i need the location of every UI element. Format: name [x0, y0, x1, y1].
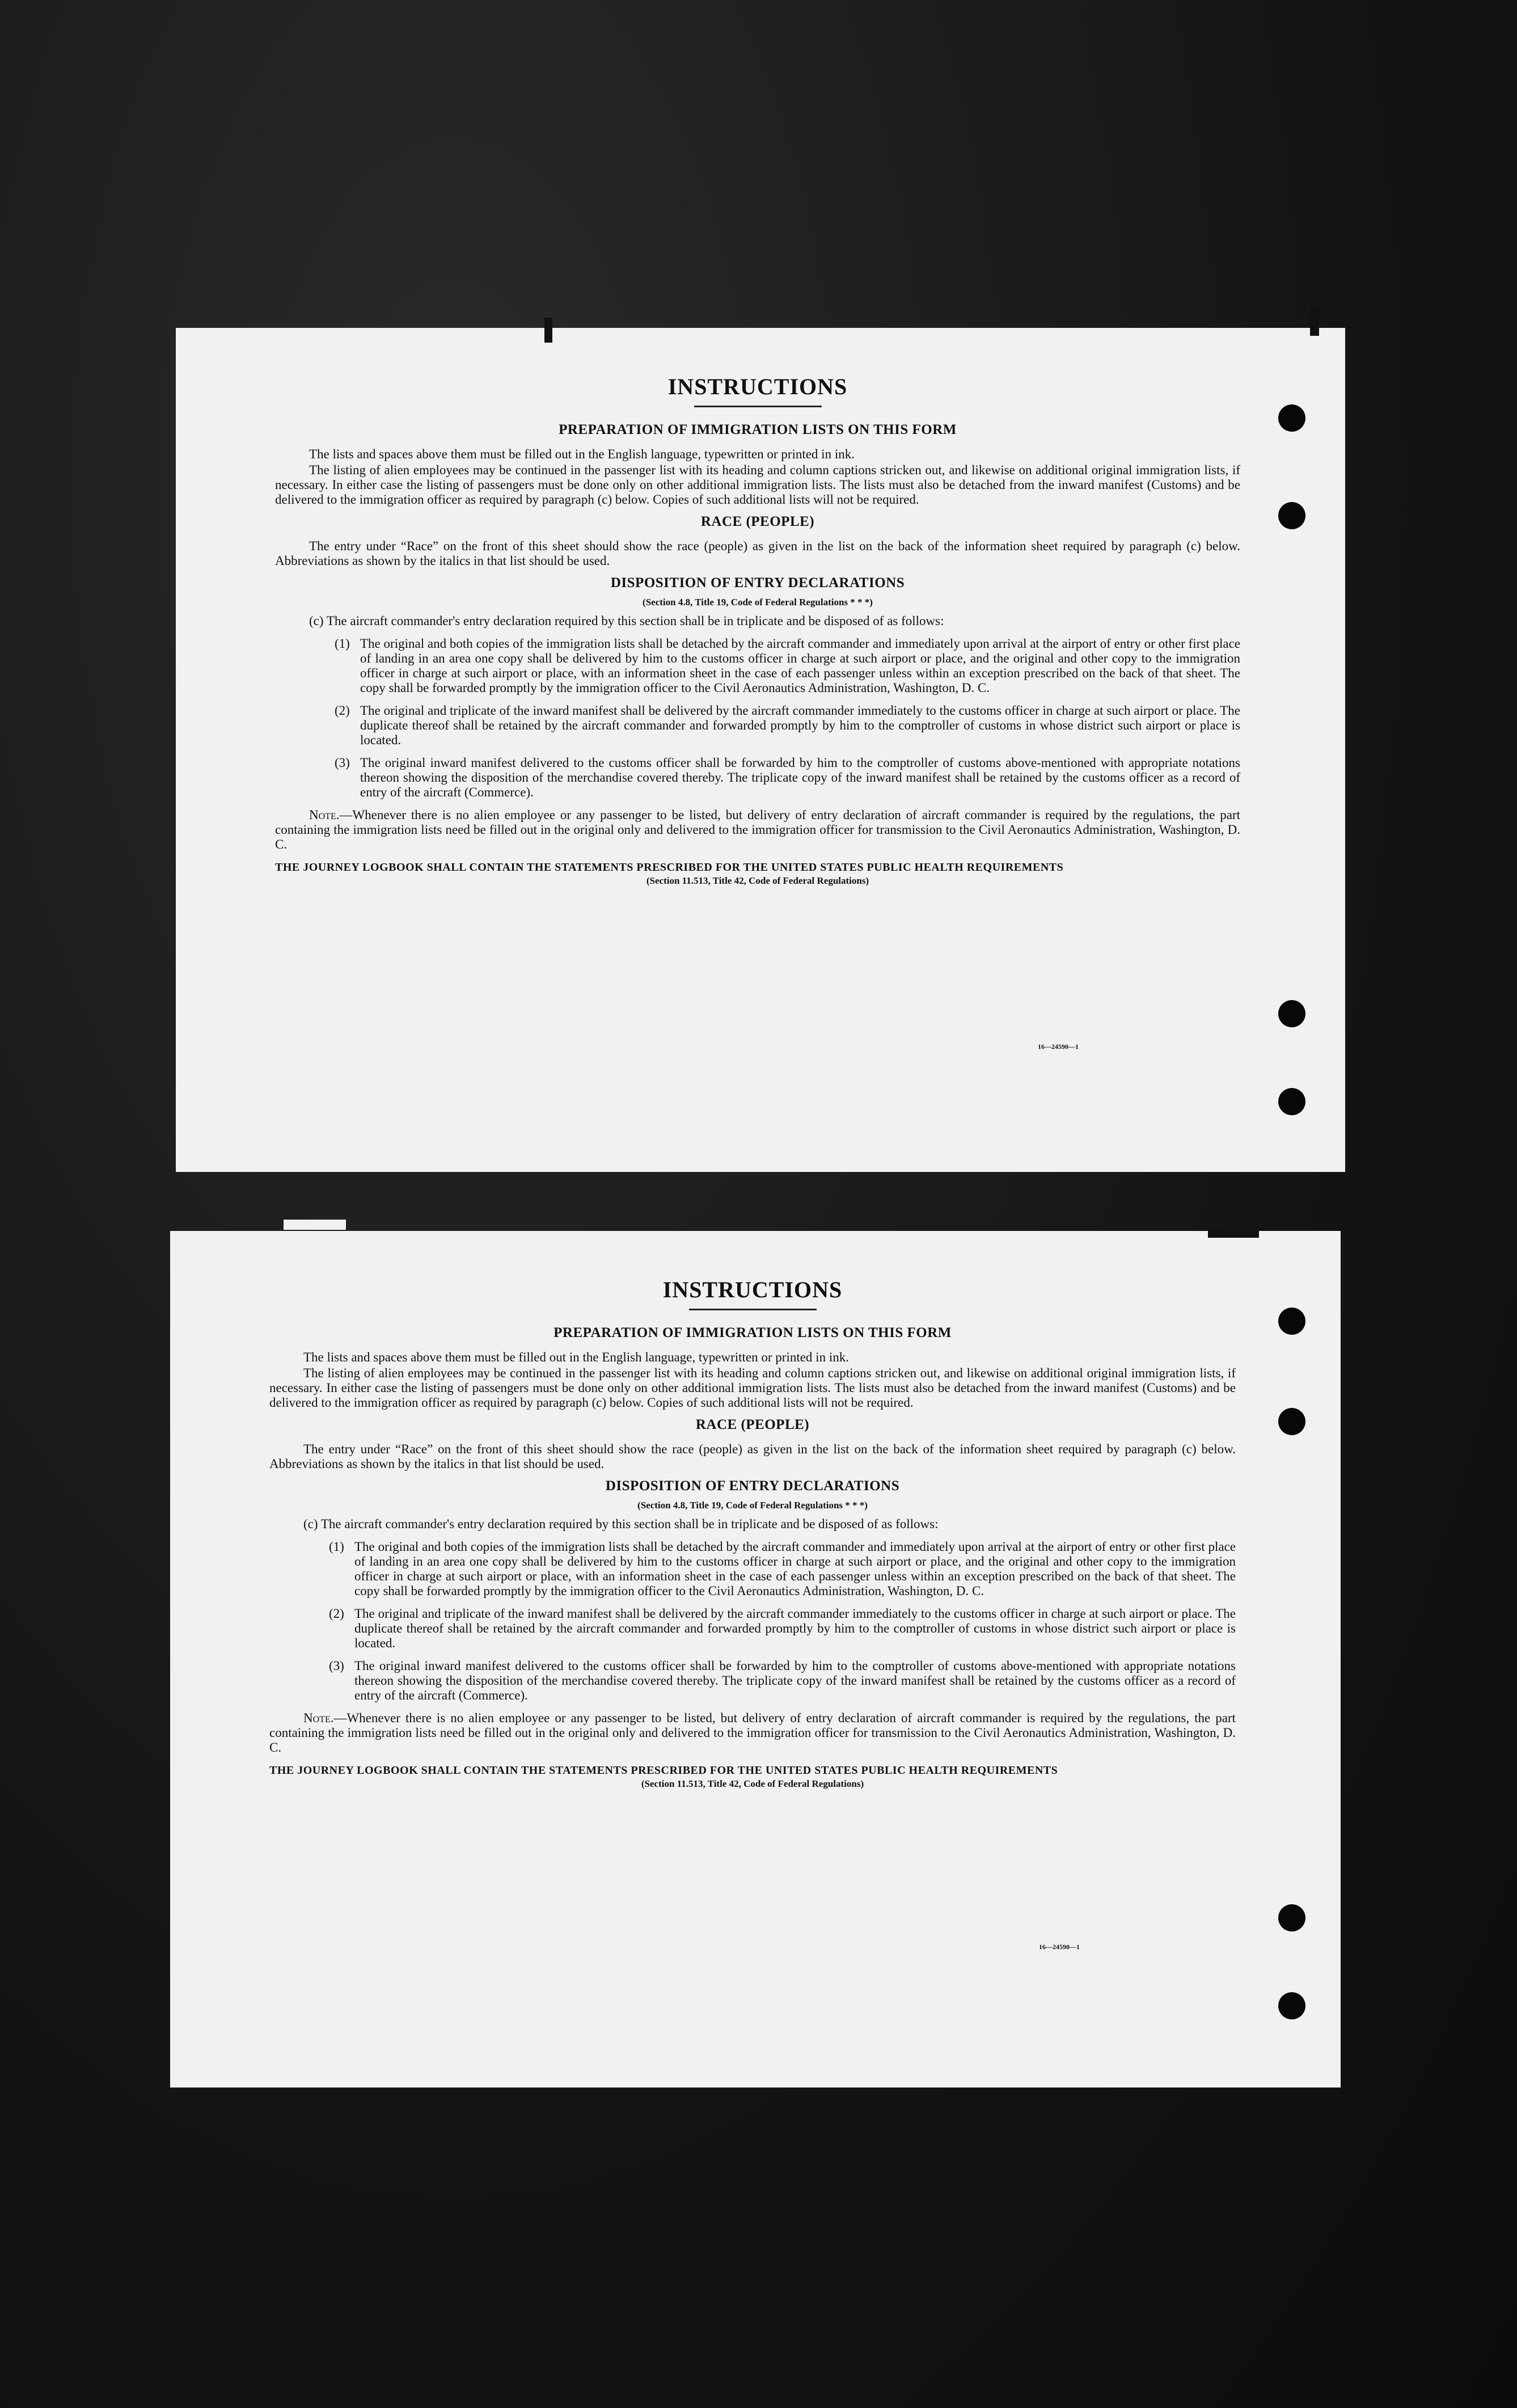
journey-logbook-citation: (Section 11.513, Title 42, Code of Federal Regulations)	[641, 1778, 864, 1789]
list-item-text: The original and both copies of the immigration lists shall be detached by the aircraft commander and immediately upon arrival at the airport of entry or other first place of landing in an area one copy shall be delivered by him to the customs officer in charge at such airport or place, and the original and other copy to the immigration officer in charge at such airport or place, with an information sheet in the case of each passenger unless within an exception prescribed on the back of that sheet. The copy shall be forwarded promptly by the immigration officer to the Civil Aeronautics Administration, Washington, D. C.	[360, 636, 1240, 695]
scan-speck	[1310, 306, 1319, 336]
paragraph-c: (c) The aircraft commander's entry declaration required by this section shall be in triplicate and be disposed of as follows:	[309, 614, 944, 628]
journey-logbook-citation: (Section 11.513, Title 42, Code of Federal Regulations)	[646, 875, 869, 886]
list-item-number: (1)	[329, 1540, 344, 1554]
form-number: 16—24590—1	[1039, 1943, 1080, 1951]
list-item-number: (3)	[335, 756, 350, 770]
title-underline	[694, 406, 822, 407]
note-text: —Whenever there is no alien employee or any passenger to be listed, but delivery of entry declaration of aircraft commander is required by the regulations, the part containing the immigration lists need be filled out in the original only and delivered to the immigration officer for transmission to the Civil Aeronautics Administration, Washington, D. C.	[275, 808, 1240, 851]
list-item-3	[275, 756, 1240, 800]
heading-race: RACE (PEOPLE)	[695, 1417, 810, 1432]
note-text: —Whenever there is no alien employee or any passenger to be listed, but delivery of entry declaration of aircraft commander is required by the regulations, the part containing the immigration lists need be filled out in the original only and delivered to the immigration officer for transmission to the Civil Aeronautics Administration, Washington, D. C.	[269, 1711, 1236, 1755]
note-label: Note.	[303, 1711, 334, 1725]
heading-preparation: PREPARATION OF IMMIGRATION LISTS ON THIS FORM	[553, 1325, 952, 1340]
sheet-title: INSTRUCTIONS	[667, 374, 848, 399]
list-item-text: The original inward manifest delivered to the customs officer shall be forwarded by him to the comptroller of customs above-mentioned with appropriate notations thereon showing the disposition of the merchandise covered thereby. The triplicate copy of the inward manifest shall be retained by the customs officer as a record of entry of the aircraft (Commerce).	[360, 756, 1240, 799]
list-item-2	[275, 703, 1240, 748]
list-item-2	[269, 1606, 1236, 1651]
list-item-text: The original and triplicate of the inward manifest shall be delivered by the aircraft commander immediately to the customs officer in charge at such airport or place. The duplicate thereof shall be retained by the aircraft commander and forwarded promptly by him to the comptroller of customs in whose district such airport or place is located.	[354, 1606, 1236, 1650]
punch-hole-icon	[1278, 1992, 1305, 2019]
heading-disposition: DISPOSITION OF ENTRY DECLARATIONS	[605, 1478, 900, 1494]
paragraph-language: The lists and spaces above them must be filled out in the English language, typewritten or printed in ink.	[303, 1350, 849, 1364]
citation-disposition: (Section 4.8, Title 19, Code of Federal Regulations * * *)	[643, 597, 873, 608]
list-item-1	[269, 1540, 1236, 1599]
list-item-text: The original inward manifest delivered to the customs officer shall be forwarded by him to the comptroller of customs above-mentioned with appropriate notations thereon showing the disposition of the merchandise covered thereby. The triplicate copy of the inward manifest shall be retained by the customs officer as a record of entry of the aircraft (Commerce).	[354, 1659, 1236, 1702]
form-number: 16—24590—1	[1038, 1043, 1079, 1051]
instruction-sheet-2	[170, 1231, 1341, 2088]
punch-hole-icon	[1278, 1088, 1305, 1115]
scan-speck	[1208, 1231, 1259, 1238]
sheet-content	[269, 1276, 1236, 1790]
punch-hole-icon	[1278, 1408, 1305, 1435]
paragraph-language: The lists and spaces above them must be filled out in the English language, typewritten or printed in ink.	[309, 447, 855, 461]
paragraph-c: (c) The aircraft commander's entry declaration required by this section shall be in triplicate and be disposed of as follows:	[303, 1517, 939, 1531]
list-item-number: (2)	[329, 1606, 344, 1621]
citation-disposition: (Section 4.8, Title 19, Code of Federal Regulations * * *)	[637, 1500, 868, 1511]
heading-preparation: PREPARATION OF IMMIGRATION LISTS ON THIS FORM	[559, 422, 957, 437]
list-item-text: The original and both copies of the immigration lists shall be detached by the aircraft commander and immediately upon arrival at the airport of entry or other first place of landing in an area one copy shall be delivered by him to the customs officer in charge at such airport or place, and the original and other copy to the immigration officer in charge at such airport or place, with an information sheet in the case of each passenger unless within an exception prescribed on the back of that sheet. The copy shall be forwarded promptly by the immigration officer to the Civil Aeronautics Administration, Washington, D. C.	[354, 1540, 1236, 1598]
list-item-number: (2)	[335, 703, 350, 718]
sheet-content	[275, 373, 1240, 887]
paragraph-alien-employees: The listing of alien employees may be continued in the passenger list with its heading and column captions stricken out, and likewise on additional original immigration lists, if necessary. In either case the listing of passengers must be done only on other additional immigration lists. The lists must also be detached from the inward manifest (Customs) and be delivered to the immigration officer as required by paragraph (c) below. Copies of such additional lists will not be required.	[269, 1366, 1236, 1410]
list-item-text: The original and triplicate of the inward manifest shall be delivered by the aircraft commander immediately to the customs officer in charge at such airport or place. The duplicate thereof shall be retained by the aircraft commander and forwarded promptly by him to the comptroller of customs in whose district such airport or place is located.	[360, 703, 1240, 747]
paragraph-race: The entry under “Race” on the front of this sheet should show the race (people) as given in the list on the back of the information sheet required by paragraph (c) below. Abbreviations as shown by the italics in that list should be used.	[275, 539, 1240, 568]
punch-hole-icon	[1278, 502, 1305, 529]
punch-hole-icon	[1278, 404, 1305, 432]
instruction-sheet-1	[176, 328, 1345, 1172]
heading-disposition: DISPOSITION OF ENTRY DECLARATIONS	[610, 575, 905, 591]
list-item-3	[269, 1659, 1236, 1703]
journey-logbook-statement: THE JOURNEY LOGBOOK SHALL CONTAIN THE STATEMENTS PRESCRIBED FOR THE UNITED STATES PUBLIC HEALTH REQUIREMENTS	[269, 1764, 1058, 1777]
punch-hole-icon	[1278, 1000, 1305, 1027]
note-label: Note.	[309, 808, 340, 822]
title-underline	[689, 1309, 817, 1310]
scan-speck	[544, 318, 552, 343]
torn-paper-edge	[284, 1220, 346, 1230]
paragraph-note	[275, 808, 1240, 852]
paragraph-race: The entry under “Race” on the front of this sheet should show the race (people) as given in the list on the back of the information sheet required by paragraph (c) below. Abbreviations as shown by the italics in that list should be used.	[269, 1442, 1236, 1471]
punch-hole-icon	[1278, 1308, 1305, 1335]
list-item-number: (1)	[335, 636, 350, 651]
list-item-1	[275, 636, 1240, 695]
heading-race: RACE (PEOPLE)	[700, 514, 815, 529]
list-item-number: (3)	[329, 1659, 344, 1673]
paragraph-note	[269, 1711, 1236, 1755]
sheet-title: INSTRUCTIONS	[662, 1277, 843, 1302]
paragraph-alien-employees: The listing of alien employees may be continued in the passenger list with its heading and column captions stricken out, and likewise on additional original immigration lists, if necessary. In either case the listing of passengers must be done only on other additional immigration lists. The lists must also be detached from the inward manifest (Customs) and be delivered to the immigration officer as required by paragraph (c) below. Copies of such additional lists will not be required.	[275, 463, 1240, 507]
journey-logbook-statement: THE JOURNEY LOGBOOK SHALL CONTAIN THE STATEMENTS PRESCRIBED FOR THE UNITED STATES PUBLIC HEALTH REQUIREMENTS	[275, 861, 1064, 874]
punch-hole-icon	[1278, 1904, 1305, 1932]
